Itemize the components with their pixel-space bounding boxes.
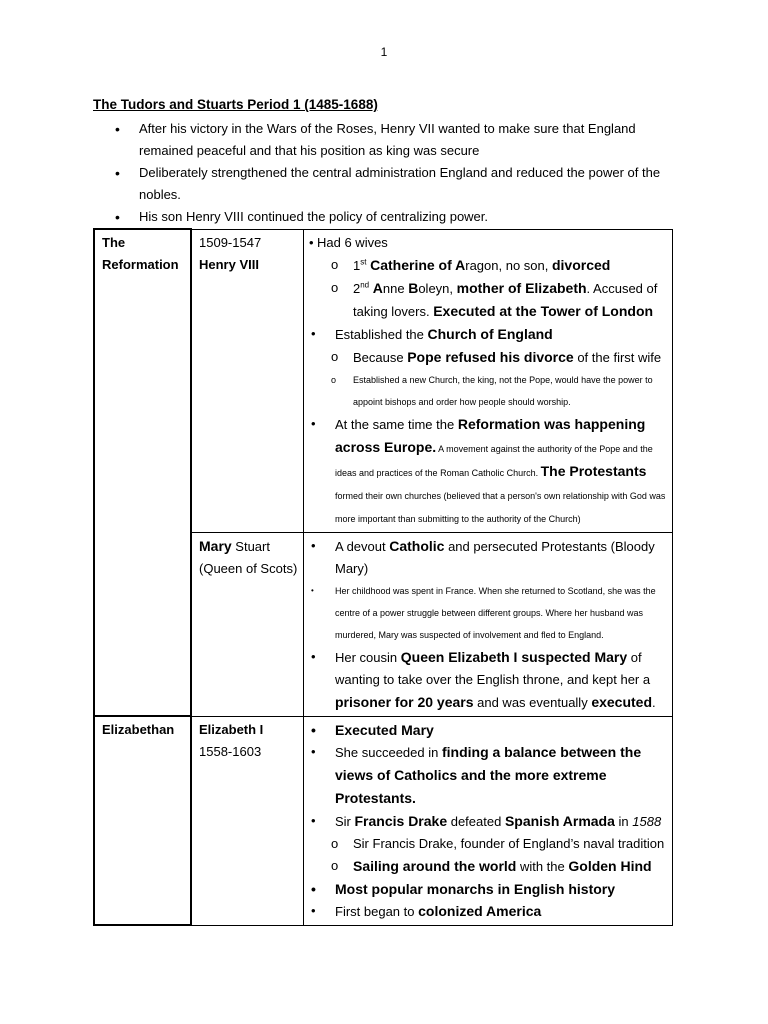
sub-wife-2 [311, 277, 668, 323]
text: Sir [335, 813, 355, 829]
dates: 1509-1547 [199, 234, 262, 250]
facts-cell-mary [304, 532, 673, 716]
fact-reformation [311, 413, 668, 530]
text: Stuart (Queen of Scots) [199, 538, 298, 576]
text: First began to [335, 903, 419, 919]
ordinal: 2 [353, 280, 361, 296]
text: of the first wife [573, 349, 662, 365]
highlight: colonized America [418, 902, 542, 919]
fact-catholic [311, 535, 668, 580]
table-row [94, 229, 673, 532]
text: in [614, 813, 633, 829]
sub-wife-1 [311, 254, 668, 277]
highlight: Sailing around the world [353, 857, 517, 874]
ordinal-suffix: st [360, 257, 367, 267]
highlight: Catholic [389, 537, 445, 554]
highlight: Pope refused his divorce [407, 348, 574, 365]
ordinal: 1 [353, 257, 361, 273]
highlight: Queen Elizabeth I suspected Mary [400, 648, 628, 665]
small-text: formed their own churches (believed that a person's own relationship with God was more important than submitting to the authority of the Church) [335, 490, 666, 524]
sub-sailing [311, 855, 668, 878]
highlight: divorced [551, 256, 611, 273]
monarch-cell-mary [191, 532, 304, 716]
fact-colonized [311, 900, 668, 923]
period-cell-reformation: The Reformation [94, 229, 191, 716]
sub-founder: o Sir Francis Drake, founder of England’s naval tradition [311, 833, 668, 855]
fact-popular: • Most popular monarchs in English history [311, 878, 668, 900]
year: 1588 [632, 813, 662, 829]
facts-cell-henry [304, 229, 673, 532]
initial: B [408, 279, 419, 296]
small-text: A movement against the authority of the Pope and the ideas and practices of the Roman Catholic Church. [335, 443, 653, 478]
text: . Accused of taking lovers. [353, 280, 658, 319]
text: and was eventually [473, 694, 592, 710]
highlight: Executed at the Tower of London [433, 302, 654, 319]
sub-new-church: o Established a new Church, the king, not the Pope, would have the power to appoint bishops and order how people should worship. [311, 369, 668, 413]
fact-balance [311, 741, 668, 810]
initial: A [372, 279, 383, 296]
text: nne [382, 280, 409, 296]
text: Established the [335, 326, 428, 342]
highlight: finding a balance between the views of Catholics and the more extreme Protestants. [335, 743, 642, 806]
fact-church [311, 323, 668, 346]
text: . [652, 694, 656, 710]
fact-cousin [311, 646, 668, 714]
intro-item: • His son Henry VIII continued the policy of centralizing power. [93, 206, 683, 228]
fact-wives [311, 232, 668, 254]
highlight: mother of Elizabeth [456, 279, 587, 296]
highlight: Francis Drake [354, 812, 448, 829]
text: defeated [447, 813, 505, 829]
page-number: 1 [380, 45, 388, 59]
text: Her cousin [335, 649, 401, 665]
highlight: executed [591, 693, 653, 710]
text: At the same time the [335, 416, 458, 432]
text: A devout [335, 538, 390, 554]
intro-item: • Deliberately strengthened the central administration England and reduced the power of the nobles. [93, 162, 683, 206]
monarch-name: Henry VIII [199, 256, 259, 272]
text: . [432, 438, 437, 455]
monarch-cell-elizabeth [191, 716, 304, 925]
fact-text: Had 6 wives [317, 234, 388, 250]
text: Because [353, 349, 408, 365]
tudor-stuart-table [93, 228, 673, 926]
monarch-name: Mary [199, 537, 232, 554]
intro-item: • After his victory in the Wars of the Roses, Henry VII wanted to make sure that England remained peaceful and that his position as king was secure [93, 118, 683, 162]
dates: 1558-1603 [199, 743, 262, 759]
highlight: Reformation was happening across Europe [335, 415, 646, 455]
document-heading: The Tudors and Stuarts Period 1 (1485-1688) [93, 97, 378, 112]
facts-cell-elizabeth [304, 716, 673, 925]
text: ragon, no son, [465, 257, 552, 273]
highlight: Church of England [427, 325, 553, 342]
highlight: Golden Hind [568, 857, 652, 874]
fact-childhood: • Her childhood was spent in France. When she returned to Scotland, she was the centre of a power struggle between different groups. Where her husband was murdered, Mary was suspected of involvement and fled to England. [311, 580, 668, 646]
text: oleyn, [418, 280, 457, 296]
table-row [94, 716, 673, 925]
text: with the [516, 858, 569, 874]
highlight: prisoner for 20 years [335, 693, 474, 710]
fact-executed-mary: • Executed Mary [311, 719, 668, 741]
highlight: The Protestants [540, 462, 647, 479]
intro-list [93, 118, 683, 228]
text: of wanting to take over the English throne, and kept her a [335, 649, 651, 687]
ordinal-suffix: nd [360, 280, 370, 290]
fact-armada [311, 810, 668, 833]
sub-because [311, 346, 668, 369]
text: and persecuted Protestants (Bloody Mary) [335, 538, 655, 576]
period-cell-elizabethan: Elizabethan [94, 716, 191, 925]
text: She succeeded in [335, 744, 442, 760]
monarch-cell-henry [191, 229, 304, 532]
monarch-name: Elizabeth I [199, 721, 264, 737]
highlight: Spanish Armada [504, 812, 615, 829]
wife-name: Catherine of A [370, 256, 466, 273]
